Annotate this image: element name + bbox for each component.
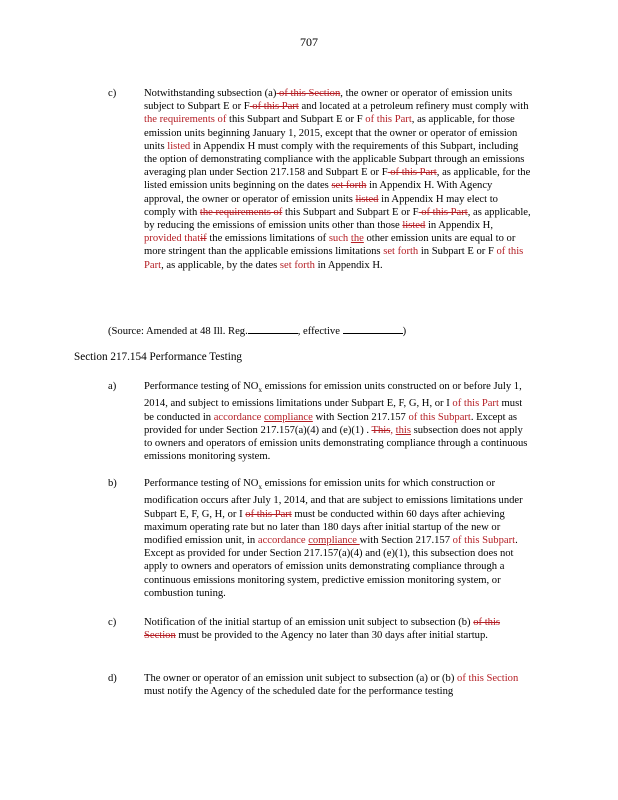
text-run: this Subpart and Subpart E or F: [226, 114, 363, 126]
subsection-c-marker: c): [108, 88, 117, 99]
text-run: . Except as provided for under Section 217.157(a)(4) and (e)(1), this subsection does not apply to owners and operators of emission units demonstrating compliance through a continuous emissions monitoring system, predictive emission monitoring system, or combustion tuning.: [144, 534, 518, 599]
deleted-text: of this Part: [387, 167, 437, 179]
subsection-b-marker: b): [108, 478, 117, 489]
text-run: must notify the Agency of the scheduled date for the performance testing: [144, 686, 454, 698]
subsection-d-text: [144, 672, 532, 698]
text-run: Notification of the initial startup of an emission unit subject to subsection (b): [144, 617, 474, 628]
subsection-b-text: [144, 477, 532, 600]
underlined-insertion: compliance: [264, 411, 313, 423]
inserted-text: of this Part: [452, 398, 499, 410]
subsection-c2-text: [144, 616, 532, 642]
text-run: Notwithstanding subsection (a): [144, 88, 277, 99]
page-number: 707: [300, 35, 318, 49]
text-run: must be provided to the Agency no later than 30 days after initial startup.: [175, 630, 488, 642]
deleted-text: set forth: [331, 180, 367, 192]
source-mid: , effective: [297, 326, 340, 337]
inserted-text: provided that: [144, 233, 201, 245]
deleted-text: of this Part: [249, 101, 299, 113]
inserted-text: the requirements of: [144, 114, 227, 126]
text-run: , the owner or operator of emission units subject to Subpart E or F: [144, 88, 513, 113]
underlined-insertion: this: [395, 424, 411, 436]
text-run: this Subpart and Subpart E or F: [282, 206, 419, 218]
text-run: the emissions limitations of: [206, 233, 329, 245]
inserted-text: such: [328, 233, 349, 245]
source-prefix: (Source: Amended at 48 Ill. Reg.: [108, 326, 248, 337]
underlined-insertion: the: [350, 233, 364, 245]
text-run: Performance testing of NO: [144, 478, 259, 489]
inserted-text: of this Part: [144, 246, 524, 271]
text-run: in Subpart E or F: [418, 246, 497, 258]
inserted-text: of this Subpart: [408, 411, 471, 423]
deleted-text: the requirements of: [199, 206, 283, 218]
deleted-text: if: [200, 233, 207, 245]
source-suffix: ): [402, 326, 407, 337]
text-run: with Section 217.157: [359, 534, 453, 546]
text-run: in Appendix H,: [425, 220, 493, 232]
subsection-c-text: [144, 87, 532, 272]
text-run: emissions for emission units for which construction or modification occurs after July 1, 2014, and that are subject to emissions limitations under Subpart E, F, G, H, or I: [144, 478, 523, 520]
section-heading: Section 217.154 Performance Testing: [74, 351, 243, 363]
subsection-a-text: [144, 380, 532, 463]
inserted-text: of this Section: [457, 673, 519, 684]
inserted-text: accordance: [257, 534, 306, 546]
deleted-text: of this Part: [245, 508, 292, 520]
text-run: subsection does not apply to owners and operators of emission units demonstrating compliance through a continuous emissions monitoring system.: [144, 424, 528, 463]
text-run: , as applicable, for the listed emission units beginning on the dates: [144, 167, 531, 192]
deleted-text: listed: [355, 193, 379, 205]
subsection-d-marker: d): [108, 673, 117, 684]
deleted-text: listed: [402, 220, 426, 232]
subsection-a-marker: a): [108, 381, 117, 392]
text-run: , as applicable, by reducing the emissions of emission units other than those: [144, 206, 531, 232]
deleted-text: of this Section: [144, 617, 501, 642]
inserted-text: set forth: [279, 259, 315, 271]
text-run: must be conducted in: [144, 398, 523, 423]
subsection-c2-marker: c): [108, 617, 117, 628]
effective-date-blank: [343, 324, 403, 334]
text-run: Performance testing of NO: [144, 381, 259, 392]
text-run: in Appendix H must comply with the requirements of this Subpart, including the option of demonstrating compliance with the applicable Subpart through an emissions averaging plan under Section 217.158 and Subpart E or F: [144, 140, 525, 179]
inserted-text: ,: [390, 424, 396, 436]
text-run: other emission units are equal to or more stringent than the applicable emissions limitations: [144, 233, 516, 258]
deleted-text: of this Section: [276, 88, 341, 99]
deleted-text: This: [371, 424, 391, 436]
text-run: and located at a petroleum refinery must comply with: [298, 101, 529, 113]
text-run: , as applicable, for those emission units beginning January 1, 2015, except that the owner or operator of emission units: [144, 114, 518, 152]
text-run: with Section 217.157: [312, 411, 409, 423]
text-run: in Appendix H.: [314, 259, 383, 271]
inserted-text: set forth: [383, 246, 419, 258]
text-run: emissions for emission units constructed on or before July 1, 2014, and subject to emissions limitations under Subpart E, F, G, H, or I: [144, 381, 522, 410]
subscript: x: [258, 483, 262, 492]
text-run: must be conducted within 60 days after achieving maximum operating rate but no later than 180 days after initial startup of the new or modified emission unit, in: [144, 508, 505, 546]
text-run: . Except as provided for under Section 217.157(a)(4) and (e)(1) .: [144, 411, 518, 436]
register-blank: [248, 324, 298, 334]
text-run: in Appendix H. With Agency approval, the owner or operator of emission units: [144, 180, 493, 205]
inserted-text: accordance: [213, 411, 262, 423]
inserted-text: of this Part: [362, 114, 412, 126]
underlined-insertion: compliance: [308, 534, 360, 546]
deleted-text: of this Part: [418, 206, 468, 218]
source-note: [108, 324, 406, 337]
inserted-text: of this Subpart: [452, 534, 516, 546]
text-run: The owner or operator of an emission unit subject to subsection (a) or (b): [144, 673, 458, 684]
text-run: , as applicable, by the dates: [161, 259, 280, 271]
inserted-text: listed: [167, 140, 191, 152]
text-run: in Appendix H may elect to comply with: [144, 193, 498, 218]
subscript: x: [258, 386, 262, 395]
